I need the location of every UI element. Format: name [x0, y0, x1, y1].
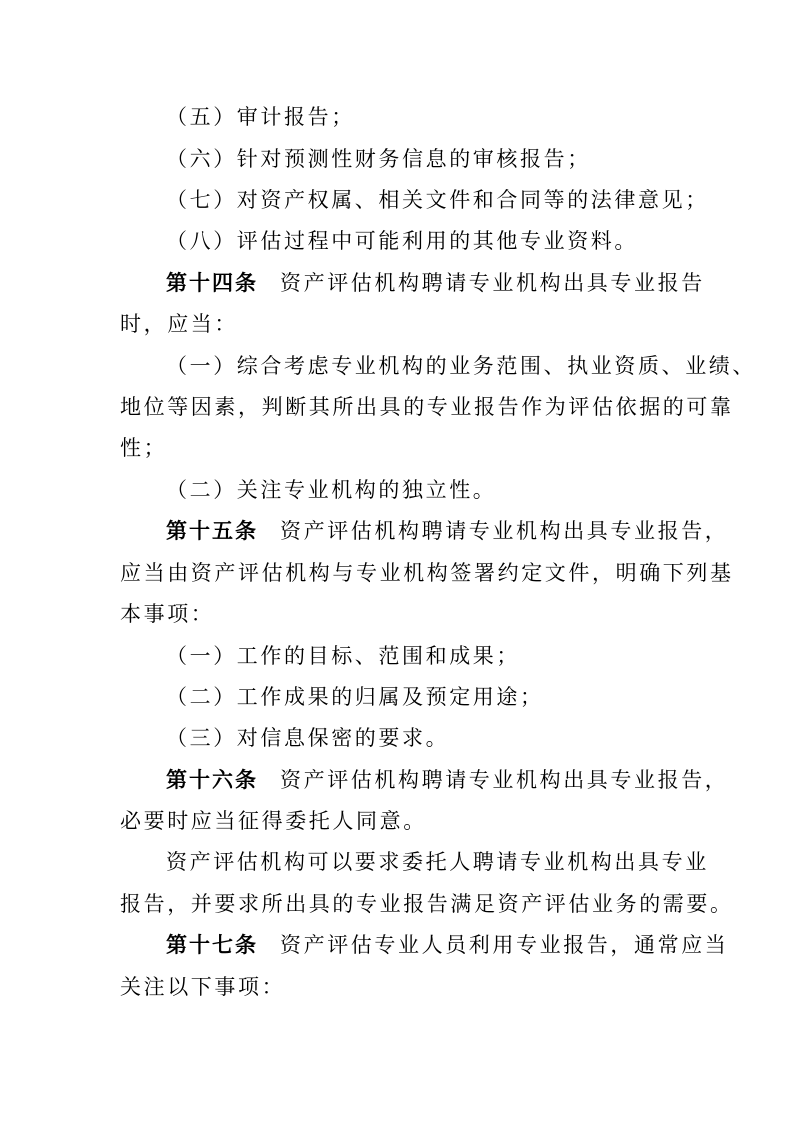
article-16-paragraph [0, 766, 793, 794]
article-14-title: 第十四条 [166, 271, 258, 295]
paragraph-line: 本事项： [120, 602, 215, 626]
list-item: （二）工作成果的归属及预定用途； [166, 685, 544, 709]
article-14-paragraph [0, 269, 793, 297]
list-item: （二）关注专业机构的独立性。 [166, 478, 497, 502]
paragraph-line: 关注以下事项： [120, 975, 286, 999]
article-16-text: 资产评估机构聘请专业机构出具专业报告， [280, 768, 729, 792]
list-item: （八）评估过程中可能利用的其他专业资料。 [166, 229, 638, 253]
paragraph-line: 必要时应当征得委托人同意。 [120, 809, 427, 833]
paragraph-line: 地位等因素，判断其所出具的专业报告作为评估依据的可靠 [120, 395, 734, 419]
article-15-paragraph [0, 517, 793, 545]
list-item: （七）对资产权属、相关文件和合同等的法律意见； [166, 188, 709, 212]
article-17-title: 第十七条 [166, 933, 258, 957]
paragraph-line: 资产评估机构可以要求委托人聘请专业机构出具专业 [166, 850, 709, 874]
list-item: （五）审计报告； [166, 105, 355, 129]
paragraph-line: 报告，并要求所出具的专业报告满足资产评估业务的需要。 [120, 892, 734, 916]
list-item: （六）针对预测性财务信息的审核报告； [166, 147, 591, 171]
paragraph-line: 时，应当： [120, 312, 238, 336]
article-17-paragraph [0, 931, 793, 959]
article-16-title: 第十六条 [166, 768, 258, 792]
list-item: （一）综合考虑专业机构的业务范围、执业资质、业绩、 [166, 354, 756, 378]
article-15-title: 第十五条 [166, 519, 258, 543]
paragraph-line: 性； [120, 436, 168, 460]
article-14-text: 资产评估机构聘请专业机构出具专业报告 [280, 271, 705, 295]
article-17-text: 资产评估专业人员利用专业报告，通常应当 [280, 933, 729, 957]
list-item: （三）对信息保密的要求。 [166, 726, 450, 750]
list-item: （一）工作的目标、范围和成果； [166, 644, 520, 668]
article-15-text: 资产评估机构聘请专业机构出具专业报告， [280, 519, 729, 543]
paragraph-line: 应当由资产评估机构与专业机构签署约定文件，明确下列基 [120, 561, 734, 585]
